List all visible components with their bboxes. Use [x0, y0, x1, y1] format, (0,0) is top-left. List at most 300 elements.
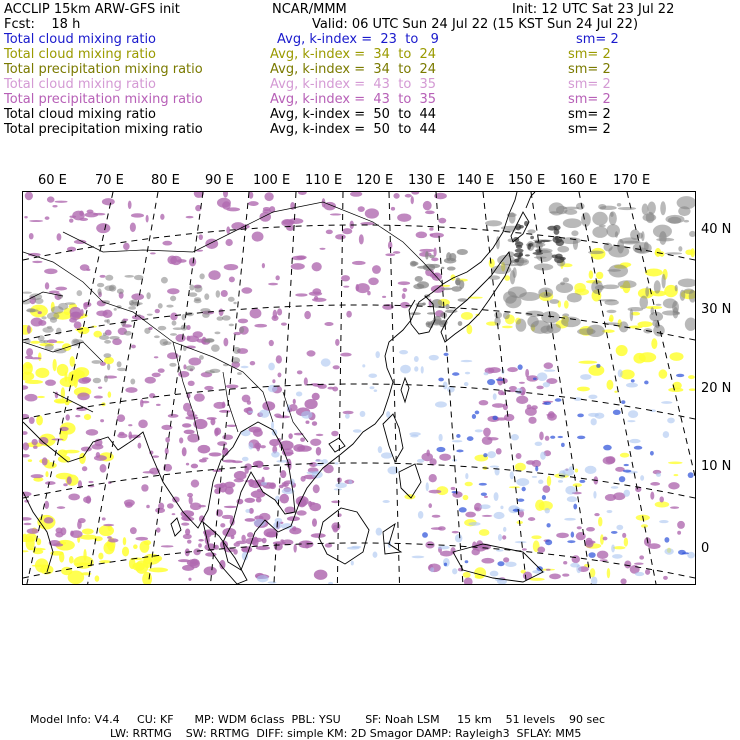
upper-precip-patch	[516, 396, 528, 404]
upper-precip-patch	[586, 527, 595, 532]
upper-precip-patch	[425, 211, 435, 215]
upper-precip-patch	[439, 454, 451, 461]
low-cloud-patch	[593, 491, 596, 499]
low-cloud-patch	[580, 374, 591, 380]
high-cloud-patch	[144, 328, 150, 334]
mid-cloud-patch	[142, 572, 152, 584]
upper-precip-patch	[140, 399, 144, 407]
high-cloud-patch	[410, 261, 417, 267]
upper-precip-patch	[194, 393, 205, 401]
upper-precip-patch	[223, 460, 236, 463]
low-cloud-patch	[368, 374, 377, 378]
dense-cloud-core	[552, 255, 558, 259]
upper-precip-patch	[335, 234, 346, 239]
upper-precip-patch	[102, 517, 106, 520]
upper-precip-patch	[165, 437, 170, 443]
low-cloud-patch	[543, 382, 550, 387]
upper-precip-patch	[130, 527, 137, 534]
upper-precip-patch	[451, 487, 456, 490]
upper-precip-patch	[25, 192, 33, 200]
mid-cloud-patch	[29, 548, 46, 551]
low-cloud-patch	[663, 431, 669, 438]
upper-precip-patch	[238, 319, 248, 324]
upper-precip-patch	[125, 387, 137, 393]
lon-label: 60 E	[38, 173, 67, 188]
field-smoothing: sm= 2	[568, 77, 611, 92]
upper-precip-patch	[96, 223, 110, 233]
upper-precip-patch	[186, 216, 194, 219]
mid-cloud-patch	[83, 549, 86, 561]
upper-precip-patch	[247, 532, 254, 538]
low-cloud-patch	[538, 480, 543, 484]
mid-cloud-patch	[577, 387, 590, 392]
mid-cloud-patch	[502, 326, 513, 329]
mid-cloud-patch	[479, 529, 490, 536]
high-cloud-patch	[23, 292, 32, 294]
mid-cloud-patch	[133, 544, 138, 549]
high-cloud-patch	[654, 280, 661, 293]
dense-cloud-core	[547, 226, 557, 231]
mid-cloud-patch	[461, 312, 473, 320]
high-cloud-patch	[35, 298, 44, 304]
upper-precip-patch	[284, 452, 293, 455]
upper-precip-patch	[53, 543, 63, 546]
upper-precip-patch	[209, 452, 222, 456]
low-cloud-patch	[461, 360, 473, 362]
upper-precip-patch	[186, 463, 189, 466]
low-cloud-patch	[611, 486, 619, 489]
mid-cloud-patch	[122, 547, 129, 557]
high-cloud-patch	[527, 316, 538, 327]
upper-precip-patch	[236, 541, 247, 544]
upper-precip-patch	[539, 431, 544, 440]
low-cloud-patch	[465, 372, 470, 375]
field-name: Total precipitation mixing ratio	[4, 92, 203, 107]
high-cloud-patch	[549, 299, 559, 304]
upper-precip-patch	[119, 432, 125, 436]
upper-precip-patch	[135, 537, 148, 541]
upper-precip-patch	[226, 226, 230, 234]
mid-cloud-patch	[84, 414, 91, 420]
mid-cloud-patch	[564, 300, 569, 308]
lon-label: 160 E	[560, 173, 598, 188]
upper-precip-patch	[188, 578, 191, 581]
upper-precip-patch	[556, 533, 569, 539]
high-cloud-patch	[104, 353, 112, 358]
high-cloud-patch	[441, 287, 453, 290]
upper-precip-patch	[474, 507, 479, 510]
high-cloud-patch	[567, 293, 582, 303]
model-title: ACCLIP 15km ARW-GFS init	[4, 2, 180, 17]
upper-precip-patch	[79, 210, 83, 216]
upper-precip-patch	[55, 201, 68, 203]
upper-precip-patch	[170, 256, 182, 265]
high-cloud-patch	[653, 225, 672, 238]
low-cloud-patch	[505, 562, 517, 567]
low-cloud-patch	[676, 374, 684, 377]
upper-precip-patch	[498, 390, 504, 395]
dense-cloud-core	[560, 257, 566, 260]
low-cloud-patch	[561, 443, 565, 447]
low-cloud-patch	[369, 386, 374, 389]
high-cloud-patch	[458, 321, 463, 326]
lon-label: 110 E	[305, 173, 343, 188]
upper-precip-patch	[312, 262, 322, 271]
high-cloud-patch	[97, 288, 101, 295]
upper-precip-patch	[488, 367, 501, 373]
low-cloud-patch	[353, 429, 362, 432]
upper-precip-patch	[91, 444, 103, 450]
upper-precip-patch	[634, 563, 644, 565]
mid-cloud-patch	[668, 461, 683, 464]
high-cloud-patch	[544, 293, 551, 297]
upper-precip-patch	[55, 392, 58, 399]
upper-precip-patch	[219, 308, 224, 316]
upper-precip-patch	[222, 434, 233, 439]
upper-precip-patch	[155, 309, 160, 313]
upper-precip-patch	[63, 483, 68, 486]
upper-precip-patch	[191, 464, 198, 469]
mid-cloud-patch	[139, 541, 149, 553]
low-cloud-patch	[543, 402, 551, 405]
upper-precip-patch	[352, 261, 366, 265]
mid-cloud-patch	[99, 560, 111, 563]
upper-precip-patch	[188, 357, 201, 365]
high-cloud-patch	[628, 307, 644, 311]
upper-precip-patch	[428, 503, 432, 508]
upper-precip-patch	[141, 401, 149, 404]
upper-precip-patch	[45, 380, 56, 386]
low-cloud-patch	[452, 568, 457, 574]
upper-precip-patch	[27, 325, 31, 334]
upper-precip-patch	[45, 481, 56, 485]
upper-precip-patch	[185, 416, 198, 420]
field-name: Total precipitation mixing ratio	[4, 122, 203, 137]
upper-precip-patch	[221, 290, 228, 297]
mid-cloud-patch	[53, 359, 57, 371]
lat-label: 40 N	[701, 222, 732, 237]
forecast-hour: Fcst: 18 h	[4, 17, 81, 32]
field-smoothing: sm= 2	[576, 32, 619, 47]
upper-precip-patch	[269, 340, 274, 346]
upper-precip-patch	[296, 255, 306, 259]
high-cloud-patch	[609, 211, 617, 225]
low-cloud-patch	[659, 520, 669, 523]
upper-precip-patch	[193, 331, 203, 338]
high-cloud-patch	[510, 270, 515, 284]
low-cloud-patch	[533, 377, 537, 380]
upper-precip-patch	[251, 490, 266, 498]
mid-cloud-patch	[36, 415, 43, 425]
low-cloud-patch	[436, 447, 445, 452]
upper-precip-patch	[154, 356, 158, 358]
upper-precip-patch	[606, 456, 616, 464]
low-cloud-patch	[409, 432, 421, 436]
mid-cloud-patch	[60, 377, 77, 387]
upper-precip-patch	[182, 565, 194, 571]
low-cloud-patch	[500, 506, 503, 510]
high-cloud-patch	[222, 315, 231, 320]
low-cloud-patch	[571, 532, 574, 538]
upper-precip-patch	[74, 321, 82, 328]
low-cloud-patch	[667, 418, 675, 424]
mid-cloud-patch	[651, 338, 657, 349]
mid-cloud-patch	[466, 325, 472, 335]
upper-precip-patch	[222, 401, 226, 408]
low-cloud-patch	[511, 434, 519, 440]
upper-precip-patch	[224, 506, 237, 508]
high-cloud-patch	[618, 207, 636, 210]
low-cloud-patch	[464, 382, 469, 386]
high-cloud-patch	[204, 293, 209, 300]
upper-precip-patch	[293, 544, 296, 553]
high-cloud-patch	[128, 306, 136, 309]
upper-precip-patch	[293, 399, 296, 405]
dense-cloud-core	[514, 259, 519, 263]
field-kindex: Avg, k-index = 23 to 9	[277, 32, 439, 47]
low-cloud-patch	[603, 445, 612, 451]
high-cloud-patch	[233, 302, 236, 304]
upper-precip-patch	[82, 377, 91, 383]
high-cloud-patch	[117, 288, 124, 294]
upper-precip-patch	[47, 339, 58, 343]
low-cloud-patch	[567, 540, 575, 543]
low-cloud-patch	[588, 395, 597, 399]
low-cloud-patch	[487, 379, 495, 385]
high-cloud-patch	[675, 285, 678, 292]
low-cloud-patch	[296, 392, 302, 397]
low-cloud-patch	[661, 401, 672, 404]
upper-precip-patch	[184, 430, 195, 435]
low-cloud-patch	[321, 358, 331, 366]
low-cloud-patch	[611, 531, 618, 534]
upper-precip-patch	[503, 557, 509, 562]
mid-cloud-patch	[639, 352, 657, 362]
low-cloud-patch	[417, 459, 424, 463]
mid-cloud-patch	[646, 306, 662, 309]
low-cloud-patch	[492, 416, 497, 421]
upper-precip-patch	[82, 466, 87, 471]
low-cloud-patch	[261, 482, 267, 486]
upper-precip-patch	[69, 219, 73, 223]
mid-cloud-patch	[129, 558, 136, 569]
mid-cloud-patch	[37, 396, 45, 398]
low-cloud-patch	[334, 488, 342, 490]
upper-precip-patch	[187, 493, 193, 497]
low-cloud-patch	[688, 472, 694, 478]
upper-precip-patch	[138, 420, 148, 429]
low-cloud-patch	[611, 544, 615, 552]
low-cloud-patch	[627, 420, 635, 422]
high-cloud-patch	[645, 286, 649, 296]
high-cloud-patch	[445, 310, 458, 313]
upper-precip-patch	[187, 336, 191, 340]
upper-precip-patch	[507, 367, 518, 372]
upper-precip-patch	[185, 528, 190, 535]
high-cloud-patch	[158, 303, 163, 308]
high-cloud-patch	[557, 246, 569, 253]
low-cloud-patch	[422, 532, 428, 538]
upper-precip-patch	[585, 538, 592, 546]
upper-precip-patch	[333, 365, 340, 369]
upper-precip-patch	[198, 543, 202, 547]
high-cloud-patch	[607, 269, 621, 272]
mid-cloud-patch	[607, 380, 614, 390]
upper-precip-patch	[577, 526, 582, 529]
high-cloud-patch	[43, 340, 48, 344]
dense-cloud-core	[515, 241, 523, 246]
upper-precip-patch	[178, 371, 189, 377]
low-cloud-patch	[628, 410, 638, 418]
upper-precip-patch	[342, 228, 352, 234]
upper-precip-patch	[397, 213, 411, 221]
upper-precip-patch	[304, 399, 317, 409]
upper-precip-patch	[191, 561, 196, 564]
upper-precip-patch	[150, 252, 156, 254]
upper-precip-patch	[316, 434, 324, 436]
upper-precip-patch	[248, 201, 259, 206]
low-cloud-patch	[383, 500, 390, 503]
high-cloud-patch	[683, 220, 689, 223]
upper-precip-patch	[528, 417, 536, 424]
upper-precip-patch	[288, 433, 292, 439]
upper-precip-patch	[527, 375, 539, 381]
mid-cloud-patch	[74, 367, 89, 378]
upper-precip-patch	[117, 414, 125, 422]
upper-precip-patch	[465, 512, 476, 518]
low-cloud-patch	[550, 436, 555, 439]
upper-precip-patch	[241, 535, 245, 542]
mid-cloud-patch	[614, 391, 617, 393]
field-name: Total cloud mixing ratio	[4, 77, 157, 92]
high-cloud-patch	[494, 312, 502, 319]
high-cloud-patch	[689, 231, 695, 237]
upper-precip-patch	[25, 394, 38, 402]
upper-precip-patch	[178, 559, 190, 562]
upper-precip-patch	[254, 443, 261, 450]
lon-label: 90 E	[205, 173, 234, 188]
upper-precip-patch	[307, 350, 316, 356]
low-cloud-patch	[438, 546, 450, 550]
upper-precip-patch	[291, 263, 305, 270]
upper-precip-patch	[86, 269, 90, 272]
high-cloud-patch	[422, 302, 426, 305]
mid-cloud-patch	[531, 535, 541, 539]
mid-cloud-patch	[25, 533, 37, 542]
upper-precip-patch	[335, 339, 339, 346]
upper-precip-patch	[283, 482, 289, 487]
low-cloud-patch	[490, 465, 500, 467]
field-kindex: Avg, k-index = 34 to 24	[270, 47, 437, 62]
upper-precip-patch	[496, 448, 502, 454]
upper-precip-patch	[68, 494, 80, 501]
upper-precip-patch	[326, 230, 333, 235]
upper-precip-patch	[391, 207, 395, 211]
low-cloud-patch	[545, 508, 550, 514]
upper-precip-patch	[162, 241, 172, 246]
high-cloud-patch	[105, 275, 113, 281]
high-cloud-patch	[680, 290, 686, 301]
high-cloud-patch	[415, 276, 423, 282]
field-kindex: Avg, k-index = 50 to 44	[270, 122, 437, 137]
upper-precip-patch	[96, 452, 100, 458]
field-name: Total precipitation mixing ratio	[4, 62, 203, 77]
high-cloud-patch	[202, 312, 210, 317]
upper-precip-patch	[100, 419, 104, 422]
upper-precip-patch	[546, 569, 551, 571]
high-cloud-patch	[124, 275, 134, 278]
upper-precip-patch	[85, 212, 98, 217]
upper-precip-patch	[313, 484, 320, 493]
upper-precip-patch	[393, 193, 399, 199]
low-cloud-patch	[259, 409, 269, 417]
low-cloud-patch	[517, 498, 524, 501]
high-cloud-patch	[678, 246, 682, 251]
upper-precip-patch	[193, 548, 200, 555]
mid-cloud-patch	[28, 459, 32, 462]
upper-precip-patch	[47, 196, 54, 202]
high-cloud-patch	[617, 203, 621, 207]
upper-precip-patch	[250, 308, 262, 318]
high-cloud-patch	[117, 368, 126, 371]
high-cloud-patch	[647, 201, 655, 214]
dense-cloud-core	[540, 240, 550, 242]
high-cloud-patch	[581, 212, 591, 226]
upper-precip-patch	[502, 535, 506, 539]
mid-cloud-patch	[578, 361, 597, 364]
upper-precip-patch	[563, 561, 567, 565]
low-cloud-patch	[591, 576, 597, 584]
low-cloud-patch	[362, 364, 365, 367]
high-cloud-patch	[104, 340, 111, 344]
low-cloud-patch	[564, 518, 576, 521]
mid-cloud-patch	[103, 541, 114, 554]
low-cloud-patch	[301, 411, 312, 419]
upper-precip-patch	[247, 400, 251, 404]
mid-cloud-patch	[589, 270, 594, 279]
upper-precip-patch	[33, 446, 38, 449]
upper-precip-patch	[29, 417, 35, 424]
upper-precip-patch	[145, 377, 156, 384]
upper-precip-patch	[44, 501, 49, 509]
upper-precip-patch	[545, 436, 550, 441]
high-cloud-patch	[639, 296, 648, 309]
low-cloud-patch	[522, 487, 526, 492]
upper-precip-patch	[229, 277, 235, 283]
upper-precip-patch	[324, 322, 333, 326]
upper-precip-patch	[301, 446, 305, 450]
upper-precip-patch	[250, 361, 256, 365]
upper-precip-patch	[430, 233, 434, 236]
low-cloud-patch	[535, 466, 538, 471]
upper-precip-patch	[23, 431, 28, 435]
low-cloud-patch	[328, 582, 333, 584]
upper-precip-patch	[78, 518, 86, 523]
low-cloud-patch	[443, 381, 448, 389]
high-cloud-patch	[643, 213, 657, 221]
low-cloud-patch	[351, 561, 354, 566]
upper-precip-patch	[327, 387, 334, 390]
low-cloud-patch	[475, 411, 480, 415]
upper-precip-patch	[226, 384, 239, 388]
field-kindex: Avg, k-index = 43 to 35	[270, 77, 437, 92]
upper-precip-patch	[279, 485, 284, 489]
upper-precip-patch	[23, 523, 31, 525]
low-cloud-patch	[271, 421, 274, 430]
upper-precip-patch	[341, 275, 350, 281]
upper-precip-patch	[385, 253, 395, 256]
upper-precip-patch	[241, 287, 252, 293]
